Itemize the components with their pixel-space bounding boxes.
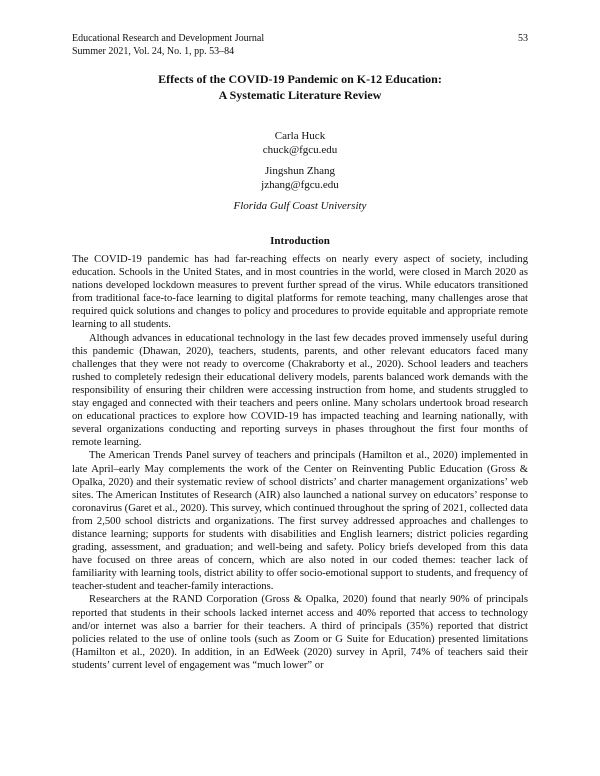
author-block [72,130,528,214]
issue-info: Summer 2021, Vol. 24, No. 1, pp. 53–84 [72,45,235,57]
paragraph: Although advances in educational technology in the last few decades proved immensely useful during this pandemic (Dhawan, 2020), teachers, students, parents, and other relevant educators faced many challenges that they were not ready to overcome (Chakraborty et al., 2020). School leaders and teachers rushed to completely redesign their educational delivery models, parents balanced work demands with the responsibility of ensuring their children were accessing instruction from home, and students struggled to stay engaged and connected with their teachers and peers online. Many scholars undertook broad research on educational practices to explore how COVID-19 has impacted teaching and learning nationally, with several organizations conducting and reporting surveys in phases throughout the first four months of remote learning. [72,332,528,449]
title-line-2: A Systematic Literature Review [218,88,382,102]
section-heading: Introduction [270,235,330,247]
running-head [72,33,528,58]
paragraph: The COVID-19 pandemic has had far-reaching effects on nearly every aspect of society, including education. Schools in the United States, and in most countries in the world, were closed in March 2020 as nations developed lockdown measures to prevent further spread of the virus. While educators transitioned from traditional face-to-face learning to digital platforms for remote teaching, many challenges arose that required quick solutions and changes to policy and procedures to provide equitable and appropriate remote learning to all students. [72,254,528,331]
author-email: jzhang@fgcu.edu [261,178,339,191]
author-name: Carla Huck [274,130,326,142]
paragraph: The American Trends Panel survey of teachers and principals (Hamilton et al., 2020) implemented in late April–early May complements the work of the Center on Reinventing Public Education (Gross & Opalka, 2020) and their systematic review of school districts’ and charter management organizations’ web sites. The American Institutes of Research (AIR) also launched a national survey on educators’ response to coronavirus (Garet et al., 2020). This survey, which continued throughout the spring of 2021, collected data from 2,500 school districts and organizations. The first survey addressed approaches and challenges to distance learning; supports for students with disabilities and English learners; district policies regarding grading, assessment, and graduation; and well-being and safety. Policy briefs developed from this data have focused on three areas of concern, which are also noted in our coded themes: teacher lack of familiarity with learning tools, district ability to offer socio-emotional support to students, and frequency of teacher-student and teacher-family interactions. [72,450,528,593]
page-number: 53 [518,33,528,44]
paragraph: Researchers at the RAND Corporation (Gross & Opalka, 2020) found that nearly 90% of principals reported that students in their schools lacked internet access and 40% reported that access to technology and/or internet was also a barrier for their teachers. A third of principals (35%) reported that district policies related to the use of online tools (such as Zoom or G Suite for Education) presented limitations (Hamilton et al., 2020). In addition, in an EdWeek (2020) survey in April, 74% of teachers said their students’ current level of engagement was “much lower” or [72,594,528,671]
author-name: Jingshun Zhang [265,165,335,177]
journal-name: Educational Research and Development Journal [72,33,265,44]
body-text [72,253,528,672]
author-email: chuck@fgcu.edu [262,143,338,156]
affiliation: Florida Gulf Coast University [233,200,367,212]
title-line-1: Effects of the COVID-19 Pandemic on K-12 Education: [158,72,442,86]
paper-title [72,71,528,103]
